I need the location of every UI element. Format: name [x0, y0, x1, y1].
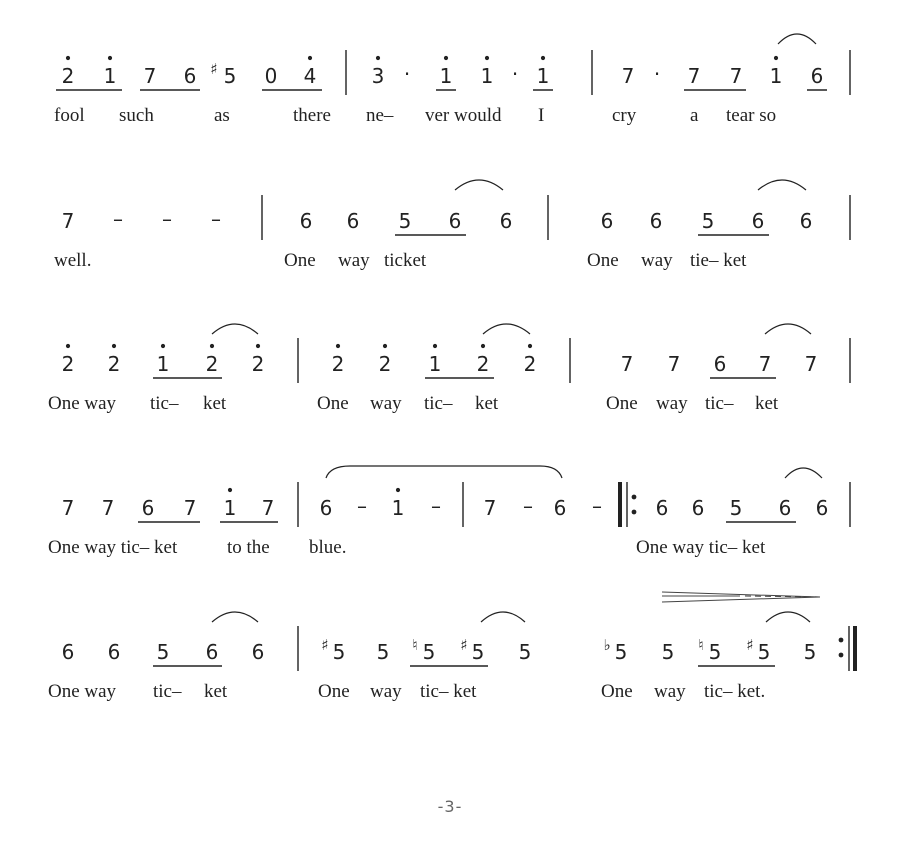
lyric: One way tic– ket [636, 537, 766, 558]
page-number: -3- [437, 797, 463, 816]
note: 6 [553, 496, 567, 520]
note: 5 [518, 640, 532, 664]
lyric: way [641, 250, 673, 271]
dash: – [357, 494, 367, 518]
octave-dot [112, 344, 116, 348]
dash: – [592, 494, 602, 518]
note: 5 [757, 640, 771, 664]
lyric: tic– ket [420, 681, 477, 702]
note: 6 [183, 64, 197, 88]
lyric: One [587, 250, 619, 271]
system-3 [48, 324, 850, 414]
note: 3 [371, 64, 385, 88]
note: 1 [391, 496, 405, 520]
octave-dot [336, 344, 340, 348]
note: 6 [205, 640, 219, 664]
octave-dot [433, 344, 437, 348]
note: 2 [331, 352, 345, 376]
lyric: I [538, 105, 545, 126]
note: 5 [471, 640, 485, 664]
note: 5 [701, 209, 715, 233]
dash: – [523, 494, 533, 518]
lyric: ket [755, 393, 779, 414]
note: 6 [251, 640, 265, 664]
note: 7 [667, 352, 681, 376]
lyric: tear so [726, 105, 777, 126]
note: 5 [398, 209, 412, 233]
flat-sign: ♭ [603, 636, 611, 654]
note: 6 [600, 209, 614, 233]
octave-dot [228, 488, 232, 492]
note: 7 [729, 64, 743, 88]
system-1 [54, 34, 850, 126]
sharp-sign: ♯ [746, 636, 754, 654]
octave-dot [210, 344, 214, 348]
lyric: tic– ket. [704, 681, 766, 702]
natural-sign: ♮ [698, 636, 704, 654]
note: 6 [713, 352, 727, 376]
note: 6 [815, 496, 829, 520]
sharp-sign: ♯ [210, 60, 218, 78]
note: 1 [223, 496, 237, 520]
note: 1 [156, 352, 170, 376]
note: 5 [729, 496, 743, 520]
lyric: tic– [150, 393, 179, 414]
repeat-dot [632, 495, 637, 500]
note: 7 [758, 352, 772, 376]
decrescendo-hairpin [662, 592, 820, 602]
lyric: ket [204, 681, 228, 702]
note: 5 [661, 640, 675, 664]
lyric: way [370, 681, 402, 702]
note: 6 [649, 209, 663, 233]
note: 2 [61, 64, 75, 88]
note: 1 [769, 64, 783, 88]
slur [785, 468, 822, 478]
note: 5 [708, 640, 722, 664]
lyric: well. [54, 250, 92, 271]
octave-dot [66, 344, 70, 348]
lyric: as [214, 105, 230, 126]
slur [758, 180, 806, 190]
lyric: way [370, 393, 402, 414]
note: 6 [778, 496, 792, 520]
octave-dot [481, 344, 485, 348]
lyric: cry [612, 105, 637, 126]
lyric: ket [203, 393, 227, 414]
note: 1 [536, 64, 550, 88]
sharp-sign: ♯ [321, 636, 329, 654]
note: 6 [810, 64, 824, 88]
note: 2 [107, 352, 121, 376]
octave-dot [396, 488, 400, 492]
note: 7 [143, 64, 157, 88]
note: 7 [687, 64, 701, 88]
slur [481, 612, 525, 622]
note: 6 [448, 209, 462, 233]
note: 7 [61, 496, 75, 520]
slur [778, 34, 816, 44]
octave-dot [485, 56, 489, 60]
note: 6 [319, 496, 333, 520]
octave-dot [383, 344, 387, 348]
lyric: to the [227, 537, 270, 558]
slur [212, 612, 258, 622]
lyric: One way [48, 393, 117, 414]
note: 6 [691, 496, 705, 520]
lyric: ket [475, 393, 499, 414]
note: 0 [264, 64, 278, 88]
note: 7 [61, 209, 75, 233]
lyric: way [656, 393, 688, 414]
lyric: ver would [425, 105, 502, 126]
lyric: way [654, 681, 686, 702]
slur [212, 324, 258, 334]
octave-dot [66, 56, 70, 60]
note: 7 [183, 496, 197, 520]
octave-dot [444, 56, 448, 60]
note: 6 [107, 640, 121, 664]
note: 6 [499, 209, 513, 233]
octave-dot [528, 344, 532, 348]
note: 5 [422, 640, 436, 664]
note: 5 [376, 640, 390, 664]
note: 5 [332, 640, 346, 664]
lyric: One [284, 250, 316, 271]
dot-symbol: · [403, 62, 411, 86]
note: 6 [799, 209, 813, 233]
note: 7 [261, 496, 275, 520]
octave-dot [774, 56, 778, 60]
dash: – [113, 207, 123, 231]
octave-dot [108, 56, 112, 60]
dash: – [431, 494, 441, 518]
lyric: One [601, 681, 633, 702]
slur [326, 466, 562, 478]
note: 6 [299, 209, 313, 233]
note: 5 [156, 640, 170, 664]
slur [455, 180, 503, 190]
lyric: tie– ket [690, 250, 747, 271]
system-2 [54, 180, 850, 271]
note: 7 [804, 352, 818, 376]
lyric: ne– [366, 105, 394, 126]
note: 7 [621, 64, 635, 88]
note: 7 [483, 496, 497, 520]
note: 2 [378, 352, 392, 376]
note: 2 [523, 352, 537, 376]
system-5 [48, 592, 855, 702]
lyric: fool [54, 105, 85, 126]
lyric: a [690, 105, 699, 126]
note: 6 [751, 209, 765, 233]
note: 5 [803, 640, 817, 664]
note: 1 [480, 64, 494, 88]
lyric: One [606, 393, 638, 414]
note: 6 [655, 496, 669, 520]
lyric: tic– [424, 393, 453, 414]
repeat-dot [839, 653, 844, 658]
note: 5 [223, 64, 237, 88]
lyric: there [293, 105, 331, 126]
dot-symbol: · [653, 62, 661, 86]
lyric: way [338, 250, 370, 271]
dash: – [162, 207, 172, 231]
note: 2 [61, 352, 75, 376]
lyric: ticket [384, 250, 427, 271]
octave-dot [161, 344, 165, 348]
note: 6 [141, 496, 155, 520]
note: 1 [428, 352, 442, 376]
octave-dot [541, 56, 545, 60]
octave-dot [376, 56, 380, 60]
system-4 [48, 466, 850, 558]
octave-dot [256, 344, 260, 348]
lyric: such [119, 105, 154, 126]
note: 6 [61, 640, 75, 664]
note: 1 [103, 64, 117, 88]
note: 1 [439, 64, 453, 88]
dash: – [211, 207, 221, 231]
sharp-sign: ♯ [460, 636, 468, 654]
lyric: One [318, 681, 350, 702]
note: 7 [620, 352, 634, 376]
note: 5 [614, 640, 628, 664]
slur [765, 324, 811, 334]
note: 2 [251, 352, 265, 376]
lyric: blue. [309, 537, 347, 558]
lyric: tic– [153, 681, 182, 702]
slur [766, 612, 810, 622]
note: 2 [205, 352, 219, 376]
dot-symbol: · [511, 62, 519, 86]
lyric: One way tic– ket [48, 537, 178, 558]
note: 6 [346, 209, 360, 233]
octave-dot [308, 56, 312, 60]
note: 4 [303, 64, 317, 88]
natural-sign: ♮ [412, 636, 418, 654]
repeat-dot [632, 510, 637, 515]
lyric: tic– [705, 393, 734, 414]
lyric: One way [48, 681, 117, 702]
note: 2 [476, 352, 490, 376]
repeat-dot [839, 638, 844, 643]
note: 7 [101, 496, 115, 520]
lyric: One [317, 393, 349, 414]
slur [483, 324, 530, 334]
